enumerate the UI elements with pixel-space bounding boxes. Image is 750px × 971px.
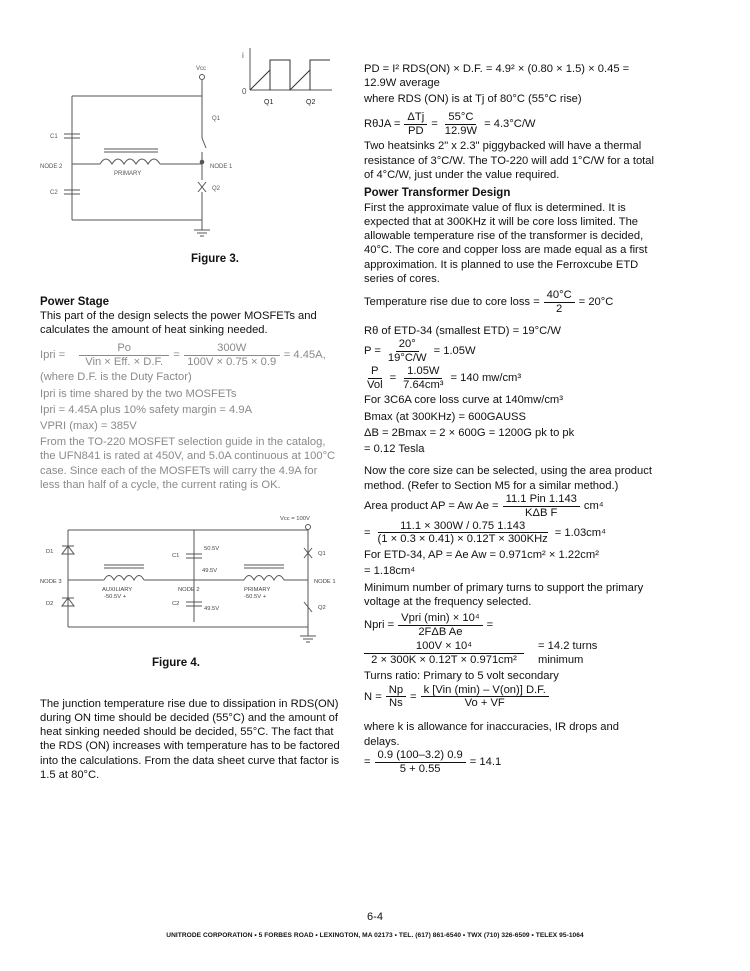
k-allowance-text: where k is allowance for inaccuracies, IR drops and delays. (364, 721, 619, 748)
pd-equation: PD = I² RDS(ON) × D.F. = 4.9² × (0.80 × 1.5) × 0.45 = 12.9W average (364, 63, 630, 90)
power-denominator: 19°C/W (387, 351, 427, 364)
ap-lhs: Area product AP = Aw Ae = (364, 500, 499, 513)
fig4-aux-voltage: -50.5V + (104, 594, 127, 601)
n-numerator: Np (386, 684, 406, 698)
fig3-q2-label: Q2 (212, 186, 221, 192)
npri2-result: = 14.2 turns (538, 639, 598, 652)
left-column (40, 40, 340, 782)
ipri-lhs: Ipri = (40, 348, 66, 361)
final-denominator: 5 + 0.55 (399, 762, 441, 775)
duty-factor-note: (where D.F. is the Duty Factor) (40, 371, 192, 384)
final-result: = 14.1 (469, 755, 502, 768)
fig4-d1-label: D1 (46, 549, 54, 556)
fig4-primary-voltage: -50.5V + (244, 594, 267, 601)
fig4-c2-label: C2 (172, 601, 180, 608)
etd34-ap-result: = 1.18cm⁴ (364, 565, 416, 578)
fig4-d2-label: D2 (46, 601, 54, 608)
min-turns-text: Minimum number of primary turns to support the primary voltage at the frequency selected. (364, 581, 644, 608)
figure-4-schematic (40, 502, 340, 652)
ap-denominator: KΔB F (525, 506, 558, 519)
fig4-primary-label: PRIMARY (244, 587, 271, 594)
npri-equation: Npri = $\frac{\text{Vpri (min) × 10⁴}}{\text{2FΔB Ae}}$ = (364, 612, 494, 638)
pv-denominator: Vol (367, 378, 383, 391)
power-numerator: 20° (396, 338, 419, 352)
etd34-ap-line: For ETD-34, AP = Ae Aw = 0.971cm² × 1.22cm² (364, 549, 599, 562)
fig4-q1-label: Q1 (318, 551, 326, 558)
power-stage-intro: This part of the design selects the power MOSFETs and calculates the amount of heat sinking needed. (40, 310, 317, 337)
ipri-shared-line: Ipri is time shared by the two MOSFETs (40, 387, 237, 400)
area-product-calc: = $\frac{11.1 \times 300W / 0.75 1.143}{\text{(1 × 0.3 × 0.41) × 0.12T × 300KHz}}$ = 1.03cm⁴ (364, 519, 606, 546)
ap-numerator: 11.1 Pin 1.143 (503, 493, 580, 507)
pv-result: = 140 mw/cm³ (450, 371, 522, 384)
delta-b-line: ΔB = 2Bmax = 2 × 600G = 1200G pk to pk (364, 426, 575, 439)
npri-numerator: Vpri (min) × 10⁴ (398, 612, 482, 626)
page-footer: UNITRODE CORPORATION • 5 FORBES ROAD • LEXINGTON, MA 02173 • TEL. (617) 861-6540 • TWX (710) 326-6509 • TELEX 95-1064 (166, 932, 584, 939)
figure-4-caption: Figure 4. (152, 657, 200, 670)
npri2-numerator: 100V × 10⁴ (364, 640, 524, 654)
fig3-c1-label: C1 (50, 134, 58, 140)
power-result: = 1.05W (433, 345, 476, 358)
fig3-wave-i-label: i (242, 51, 244, 60)
bmax-line: Bmax (at 300KHz) = 600GAUSS (364, 410, 526, 423)
n-denominator: Ns (389, 697, 403, 710)
fig4-c1-label: C1 (172, 553, 180, 560)
transformer-heading: Power Transformer Design (364, 187, 511, 200)
fig3-vcc-label: Vcc (196, 66, 207, 72)
temp-rise-equation (364, 289, 656, 316)
figure-3-caption: Figure 3. (191, 253, 239, 265)
fig3-q1-label: Q1 (212, 116, 221, 122)
rds-temperature-note: where RDS (ON) is at Tj of 80°C (55°C rise) (364, 93, 582, 106)
fig4-vcc-label: Vcc = 100V (280, 516, 310, 523)
final-numerator: 0.9 (100–3.2) 0.9 (375, 749, 466, 763)
temp-rise-result: = 20°C (578, 296, 614, 309)
npri-lhs: Npri = (364, 619, 395, 632)
fig3-wave-q2-label: Q2 (306, 99, 316, 106)
rja-numerator: ΔTj (404, 111, 427, 125)
rtheta-ja-equation: RθJA = $\frac{\text{ΔTj}}{PD}$ = $\frac{55^\circ C}{12.9W}$ = 4.3°C/W (364, 110, 536, 137)
core-size-text: Now the core size can be selected, using the area product method. (Refer to Section M5 for a similar method.) (364, 465, 652, 492)
n-numerator-2: k [Vin (min) – V(on)] D.F. (421, 684, 549, 698)
ap2-result: = 1.03cm⁴ (554, 526, 606, 539)
temp-rise-denominator: 2 (556, 302, 563, 315)
rja-result: = 4.3°C/W (484, 117, 536, 130)
n-denominator-2: Vo + VF (464, 697, 505, 710)
ipri-denominator: Vin × Eff. × D.F. (85, 355, 164, 368)
area-product-equation (364, 493, 656, 520)
power-per-volume-equation: $\frac{P}{\text{Vol}}$ = $\frac{1.05W}{\text{7.64cm³}}$ = 140 mw/cm³ (364, 365, 656, 392)
ipri-denominator-2: 100V × 0.75 × 0.9 (187, 355, 277, 368)
fig3-node2-label: NODE 2 (40, 164, 63, 170)
transformer-intro: First the approximate value of flux is determined. It is expected that at 300KHz it will be core loss limited. The allowable temperature rise of the transformer is decided, 40°C. The core and copper loss are made equal as a first approximation. It is planned to use the Ferroxcube ETD series of cores. (364, 201, 648, 285)
page-number: 6-4 (367, 911, 383, 923)
fig4-node3-label: NODE 3 (40, 579, 62, 586)
rja-denominator: PD (408, 124, 424, 137)
junction-temperature-text: The junction temperature rise due to dissipation in RDS(ON) during ON time should be decided (55°C) and the amount of heat sinking needed should be decided, 55°C. The fact that the RDS (ON) increases with temperature has to be factored into the calculations. From the data sheet curve that factor is 1.5 at 80°C. (40, 697, 340, 781)
heatsink-text: Two heatsinks 2" x 2.3" piggybacked will have a thermal resistance of 3°C/W. The TO-220 will add 1°C/W for a total of 4°C/W, just under the value required. (364, 140, 654, 181)
core-loss-curve-line: For 3C6A core loss curve at 140mw/cm³ (364, 394, 563, 407)
ipri-numerator: Po (79, 342, 169, 356)
npri2-minimum: minimum (538, 654, 584, 667)
fig4-q2-label: Q2 (318, 605, 326, 612)
fig3-primary-label: PRIMARY (114, 171, 142, 177)
pv-numerator-2: 1.05W (404, 365, 442, 379)
fig3-node1-label: NODE 1 (210, 164, 233, 170)
npri2-denominator: 2 × 300K × 0.12T × 0.971cm² (371, 653, 517, 666)
ipri-margin-line: Ipri = 4.45A plus 10% safety margin = 4.9A (40, 403, 253, 416)
fig4-node2-label: NODE 2 (178, 587, 200, 594)
fig4-mid-voltage: 49.5V (202, 568, 218, 575)
fig4-auxiliary-label: AUXILIARY (102, 587, 133, 594)
final-turns-equation: = $\frac{0.9 (100-3.2) 0.9}{5 + 0.55}$ = 14.1 (364, 748, 502, 775)
mosfet-selection-text: From the TO-220 MOSFET selection guide in the catalog, the UFN841 is rated at 450V, and 5.0A continuous at 100°C case. Since each of the MOSFETs will carry the 4.9A for less than half of a cycle, the current rating is OK. (40, 436, 336, 491)
turns-ratio-line: Turns ratio: Primary to 5 volt secondary (364, 670, 559, 683)
ap2-denominator: (1 × 0.3 × 0.41) × 0.12T × 300KHz (377, 533, 548, 546)
rja-numerator-2: 55°C (445, 111, 476, 125)
n-lhs: N = (364, 690, 382, 703)
rja-lhs: RθJA = (364, 117, 401, 130)
ipri-equation: Ipri = $\frac{Po}{\text{Vin × Eff. × D.F.}}$ = $\frac{300W}{100V \times 0.75 \times 0.9}$ = 4.45A, (40, 341, 326, 368)
power-lhs: P = (364, 345, 381, 358)
fig4-c2-voltage: 49.5V (204, 606, 220, 613)
ipri-result: = 4.45A, (283, 348, 326, 361)
power-equation (364, 338, 656, 365)
right-column (364, 62, 656, 775)
fig3-c2-label: C2 (50, 190, 58, 196)
fig3-wave-q1-label: Q1 (264, 99, 274, 106)
fig4-node1-label: NODE 1 (314, 579, 336, 586)
temp-rise-lhs: Temperature rise due to core loss = (364, 296, 540, 309)
pv-numerator: P (368, 365, 381, 379)
npri-denominator: 2FΔB Ae (418, 626, 463, 638)
rtheta-etd34: Rθ of ETD-34 (smallest ETD) = 19°C/W (364, 324, 561, 337)
fig4-c1-voltage: 50.5V (204, 546, 220, 553)
fig3-wave-zero-label: 0 (242, 87, 247, 96)
rja-denominator-2: 12.9W (444, 124, 478, 137)
ipri-numerator-2: 300W (184, 342, 280, 356)
figure-3-schematic (40, 40, 340, 250)
tesla-line: = 0.12 Tesla (364, 443, 425, 456)
ap2-numerator: 11.1 × 300W / 0.75 1.143 (378, 520, 548, 534)
power-stage-heading: Power Stage (40, 295, 110, 308)
n-ratio-equation: N = $\frac{Np}{Ns}$ = $\frac{\text{k [Vin (min) – V(on)] D.F.}}{Vo + VF}$ (364, 684, 656, 711)
pv-denominator-2: 7.64cm³ (403, 378, 444, 391)
ap-unit: cm⁴ (583, 500, 604, 513)
npri-calc (364, 639, 656, 667)
vpri-max-line: VPRI (max) = 385V (40, 420, 137, 433)
temp-rise-numerator: 40°C (544, 289, 575, 303)
